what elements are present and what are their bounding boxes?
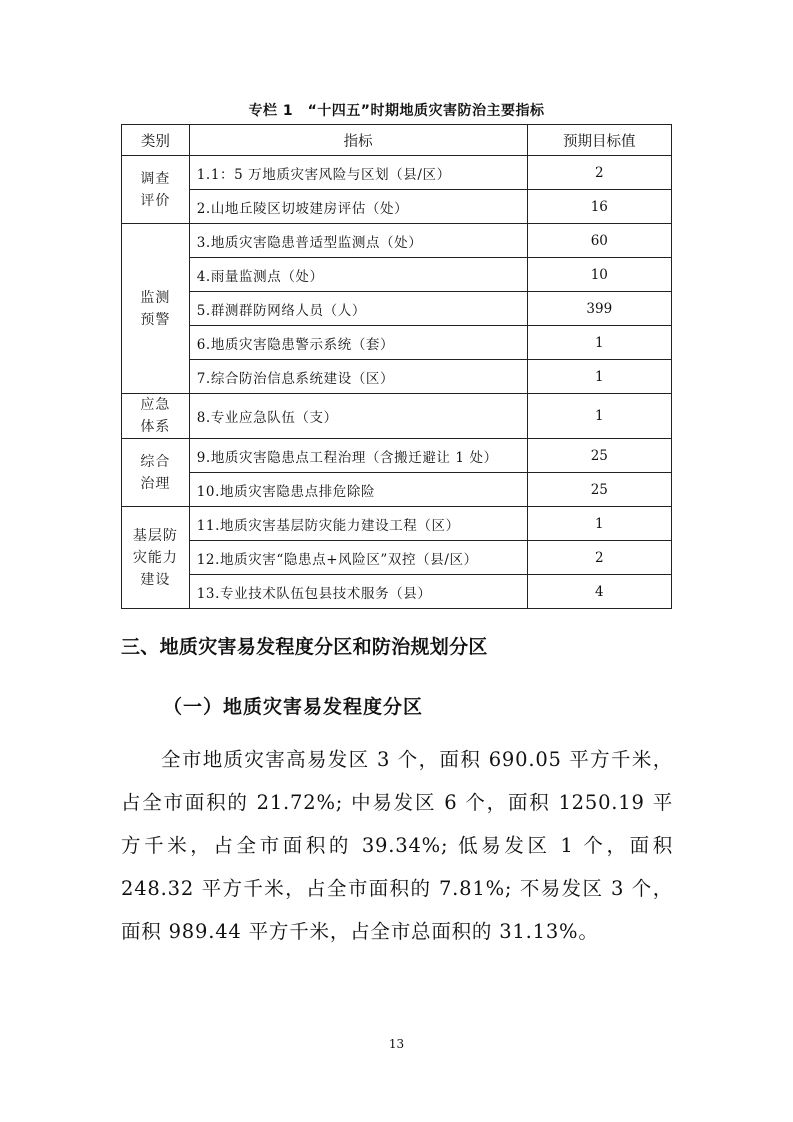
category-cell [122,439,190,507]
value-cell: 25 [527,473,671,507]
value-cell: 4 [527,575,671,609]
indicator-cell: 7.综合防治信息系统建设（区） [189,360,527,394]
indicator-cell: 5.群测群防网络人员（人） [189,292,527,326]
indicator-cell: 13.专业技术队伍包县技术服务（县） [189,575,527,609]
table-caption: 专栏 1 “十四五”时期地质灾害防治主要指标 [248,103,545,119]
indicator-cell: 1.1：5 万地质灾害风险与区划（县/区） [189,156,527,190]
value-cell: 1 [527,507,671,541]
category-label: 综合 治理 [140,453,171,492]
header-target-value: 预期目标值 [527,125,671,156]
indicator-cell: 9.地质灾害隐患点工程治理（含搬迁避让 1 处） [189,439,527,473]
table-row [122,439,672,473]
table-row [122,360,672,394]
value-cell: 1 [527,360,671,394]
category-cell [122,156,190,224]
table-row [122,541,672,575]
table-row [122,507,672,541]
table-row [122,394,672,439]
table-row [122,292,672,326]
category-cell [122,224,190,394]
indicator-cell: 2.山地丘陵区切坡建房评估（处） [189,190,527,224]
category-label: 调查 评价 [140,170,171,209]
indicator-cell: 11.地质灾害基层防灾能力建设工程（区） [189,507,527,541]
indicator-cell: 12.地质灾害“隐患点+风险区”双控（县/区） [189,541,527,575]
indicator-cell: 3.地质灾害隐患普适型监测点（处） [189,224,527,258]
category-cell [122,507,190,609]
value-cell: 1 [527,326,671,360]
indicators-table [121,124,672,609]
category-cell [122,394,190,439]
indicator-cell: 8.专业应急队伍（支） [189,394,527,439]
indicator-cell: 10.地质灾害隐患点排危除险 [189,473,527,507]
table-row [122,575,672,609]
table-row [122,326,672,360]
header-indicator: 指标 [189,125,527,156]
value-cell: 60 [527,224,671,258]
category-label: 基层防 灾能力 建设 [132,527,178,588]
indicator-cell: 4.雨量监测点（处） [189,258,527,292]
page-number: 13 [388,1037,405,1051]
table-row [122,473,672,507]
body-paragraph: 全市地质灾害高易发区 3 个，面积 690.05 平方千米，占全市面积的 21.72%; 中易发区 6 个，面积 1250.19 平方千米，占全市面积的 39.34%; 低易发区 1 个，面积 248.32 平方千米，占全市面积的 7.81%; 不易发区 3 个，面积 989.44 平方千米，占全市总面积的 31.13%。 [121,748,673,943]
value-cell: 10 [527,258,671,292]
table-row [122,224,672,258]
table-row [122,190,672,224]
indicator-cell: 6.地质灾害隐患警示系统（套） [189,326,527,360]
table-row [122,156,672,190]
section-heading: 三、地质灾害易发程度分区和防治规划分区 [121,636,488,658]
header-category: 类别 [122,125,190,156]
table-header-row [122,125,672,156]
value-cell: 1 [527,394,671,439]
value-cell: 16 [527,190,671,224]
category-label: 应急 体系 [140,397,171,435]
value-cell: 2 [527,541,671,575]
value-cell: 399 [527,292,671,326]
table-row [122,258,672,292]
subsection-heading: （一）地质灾害易发程度分区 [163,696,424,718]
value-cell: 2 [527,156,671,190]
category-label: 监测 预警 [140,289,171,328]
value-cell: 25 [527,439,671,473]
